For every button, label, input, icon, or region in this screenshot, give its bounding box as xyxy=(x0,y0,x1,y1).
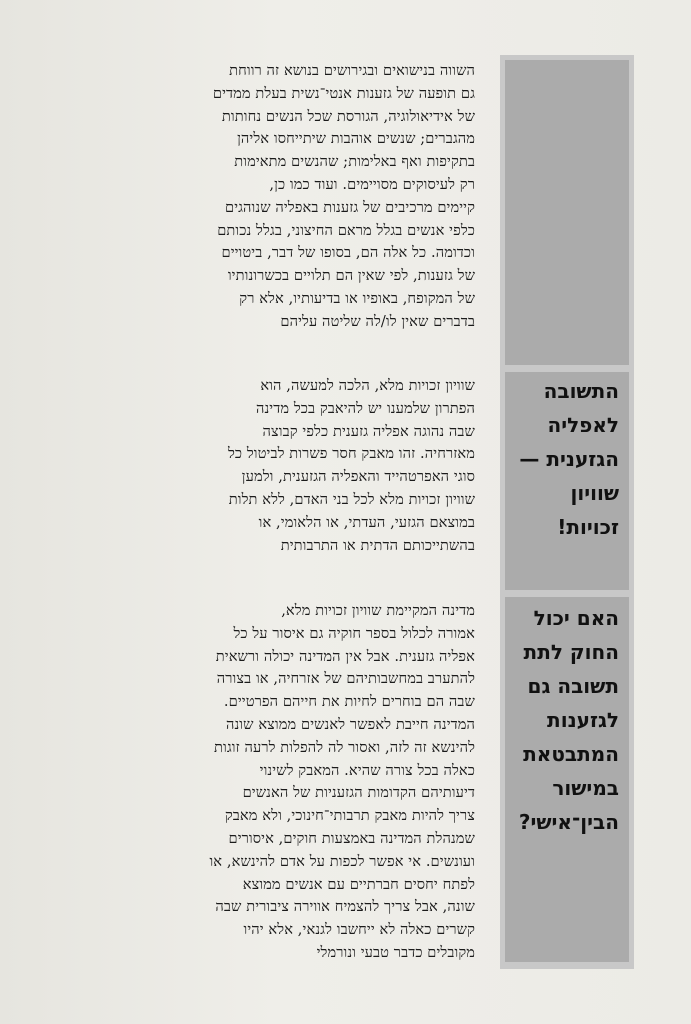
body-paragraph-3 xyxy=(100,600,475,965)
text-line: בדברים שאין לו/לה שליטה עליהם xyxy=(280,312,475,330)
text-line: רק לעיסוקים מסויימים. ועוד כמו כן, xyxy=(269,175,475,193)
text-line: שמנהלת המדינה באמצעות חוקים, איסורים xyxy=(228,829,475,847)
text-line: אפליה גזענית. אבל אין המדינה יכולה ורשאית xyxy=(215,647,475,665)
text-line: קיימים מרכיבים של גזענות באפליה שנוהגים xyxy=(224,198,475,216)
sidebar-box-2 xyxy=(505,372,629,590)
text-line: במוצאם הגזעי, העדתי, או הלאומי, או xyxy=(258,513,475,531)
text-line: להינשא זה לזה, ואסור לה להפלות לרעה זוגות xyxy=(214,738,475,756)
text-line: צריך להיות מאבק תרבותי־חינוכי, ולא מאבק xyxy=(224,807,475,825)
text-line: מאזרחיה. זהו מאבק חסר פשרות לביטול כל xyxy=(227,445,475,463)
text-line: שוויון זכויות מלא לכל בני האדם, ללא תלות xyxy=(228,490,475,508)
text-line: המדינה חייבת לאפשר לאנשים ממוצא שונה xyxy=(225,715,475,733)
text-line: מקובלים כדבר טבעי ונורמלי xyxy=(316,943,475,961)
text-line: של המקופח, באופיו או בדיעותיו, אלא רק xyxy=(239,289,475,307)
text-line: הפתרון שלמענו יש להיאבק בכל מדינה xyxy=(255,399,475,417)
text-line: כלפי אנשים בגלל מראם החיצוני, בגלל נכותם xyxy=(217,221,475,239)
sidebar-heading-2: התשובה לאפליה הגזענית — שוויון זכויות! xyxy=(519,379,619,539)
text-line: אמורה לכלול בספר חוקיה גם איסור על כל xyxy=(233,624,475,642)
text-line: ועונשים. אי אפשר לכפות על אדם להינשא, או xyxy=(209,852,475,870)
text-line: גם תופעה של גזענות אנטי־נשית בעלת ממדים xyxy=(212,84,475,102)
text-line: של גזענות, לפי שאין הם תלויים בכשרונותיו xyxy=(227,267,475,285)
sidebar-heading-1 xyxy=(505,60,629,64)
text-line: שונה, אבל צריך להצמיח אווירה ציבורית שבה xyxy=(215,898,475,916)
text-line: שוויון זכויות מלא, הלכה למעשה, הוא xyxy=(260,377,475,394)
text-line: כאלה בכל צורה שהיא. המאבק לשינוי xyxy=(259,761,475,779)
text-line: לפתח יחסים חברתיים עם אנשים ממוצא xyxy=(242,875,475,893)
body-paragraph-2 xyxy=(100,375,475,557)
sidebar-box-1 xyxy=(505,60,629,365)
text-line: וכדומה. כל אלה הם, בסופו של דבר, ביטויים xyxy=(221,244,475,262)
sidebar-heading-3: האם יכול החוק לתת תשובה גם לגזענות המתבטאת במישור הבין־אישי? xyxy=(518,606,619,834)
sidebar-box-3 xyxy=(505,597,629,962)
text-line: להתערב במחשבותיהם של אזרחיה, או בצורה xyxy=(216,670,475,688)
text-line: קשרים כאלה לא ייחשבו לגנאי, אלא יהיו xyxy=(243,921,475,939)
text-line: מהגברים; שנשים אוהבות שיתייחסו אליהן xyxy=(237,130,475,148)
text-line: שבה הם בוחרים לחיות את חייהם הפרטיים. xyxy=(223,693,475,711)
text-line: סוגי האפרטהייד והאפליה הגזענית, ולמען xyxy=(241,468,475,486)
text-line: דיעותיהם הקדומות הגזעניות של האנשים xyxy=(242,784,475,802)
text-line: השווה בנישואים ובגירושים בנושא זה רווחת xyxy=(229,62,475,79)
text-line: של אידיאולוגיה, הגורסת שכל הנשים נחותות xyxy=(221,107,475,125)
body-paragraph-1 xyxy=(100,60,475,334)
text-line: מדינה המקיימת שוויון זכויות מלא, xyxy=(281,602,475,619)
text-line: שבה נהוגה אפליה גזענית כלפי קבוצה xyxy=(262,422,475,440)
text-line: בתקיפות ואף באלימות; שהנשים מתאימות xyxy=(234,153,475,171)
text-line: בהשתייכותם הדתית או התרבותית xyxy=(280,536,475,554)
